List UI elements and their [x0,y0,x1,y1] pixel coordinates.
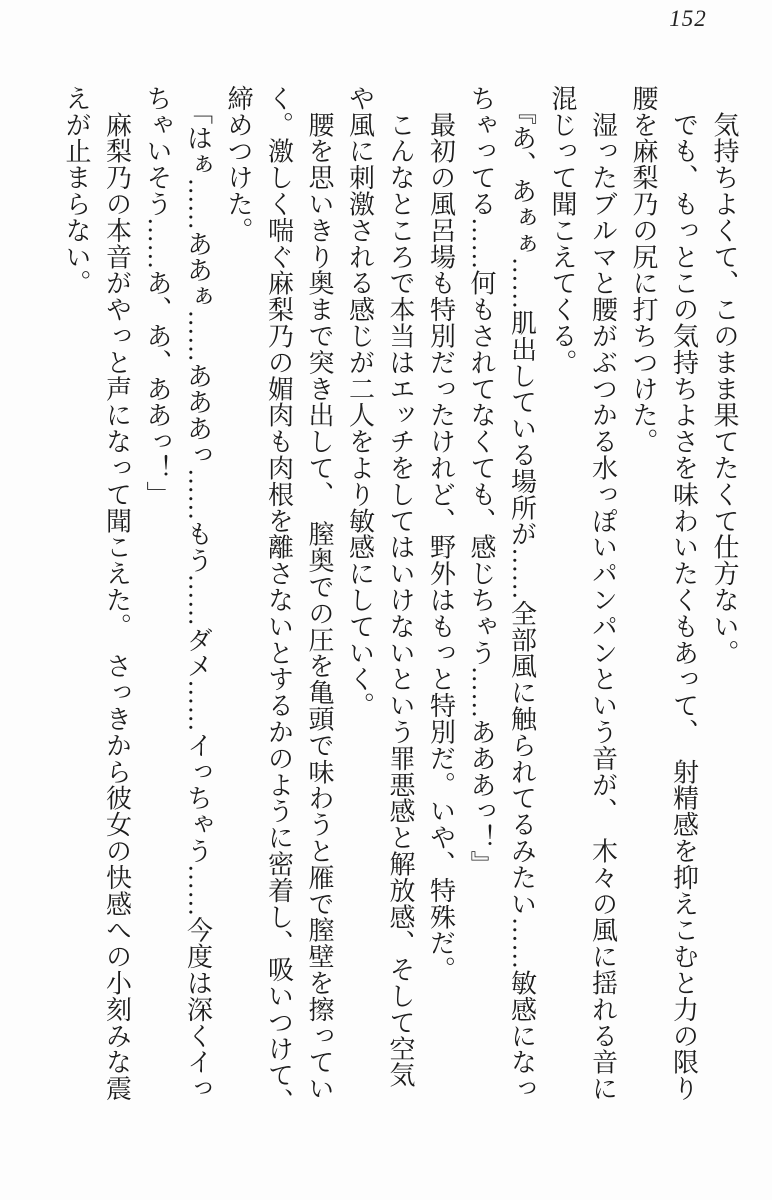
text-line: 湿ったブルマと腰がぶつかる水っぽいパンパンという音が、 木々の風に揺れる音に [588,85,618,1102]
text-line: 腰を思いきり奥まで突き出して、 膣奥での圧を亀頭で味わうと雁で膣壁を擦ってい [305,85,334,1102]
text-line: や風に刺激される感じが二人をより敏感にしていく。 [345,85,375,719]
text-line: く。激しく喘ぐ麻梨乃の媚肉も肉根を離さないとするかのように密着し、吸いつけて、 [264,85,294,1115]
text-line: 腰を麻梨乃の尻に打ちつけた。 [629,85,658,455]
vertical-text-block [52,85,744,1190]
text-line: 最初の風呂場も特別だったけれど、野外はもっと特別だ。いや、特殊だ。 [426,85,456,983]
text-line: 混じって聞こえてくる。 [548,85,577,376]
text-line: こんなところで本当はエッチをしてはいけないという罪悪感と解放感、そして空気 [386,85,415,1089]
text-line: 締めつけた。 [224,85,253,244]
text-line: えが止まらない。 [62,85,91,297]
text-line: でも、もっとこの気持ちよさを味わいたくもあって、 射精感を抑えこむと力の限り [669,85,699,1102]
text-line: ちゃいそう……あ、あ、ああっ！」 [143,85,172,508]
text-line: 「はぁ……ああぁ……あああっ……もう……ダメ……イっちゃう……今度は深くイっ [183,85,213,1102]
text-line: 『あ、あぁぁ……肌出している場所が……全部風に触られてるみたい……敏感になっ [507,85,537,1102]
page-number: 152 [669,6,707,31]
text-line: ちゃってる……何もされてなくても、感じちゃう……あああっ！』 [467,85,496,877]
text-line: 麻梨乃の本音がやっと声になって聞こえた。 さっきから彼女の快感への小刻みな震 [102,85,132,1102]
text-line: 気持ちよくて、このまま果てたくて仕方ない。 [710,85,739,666]
